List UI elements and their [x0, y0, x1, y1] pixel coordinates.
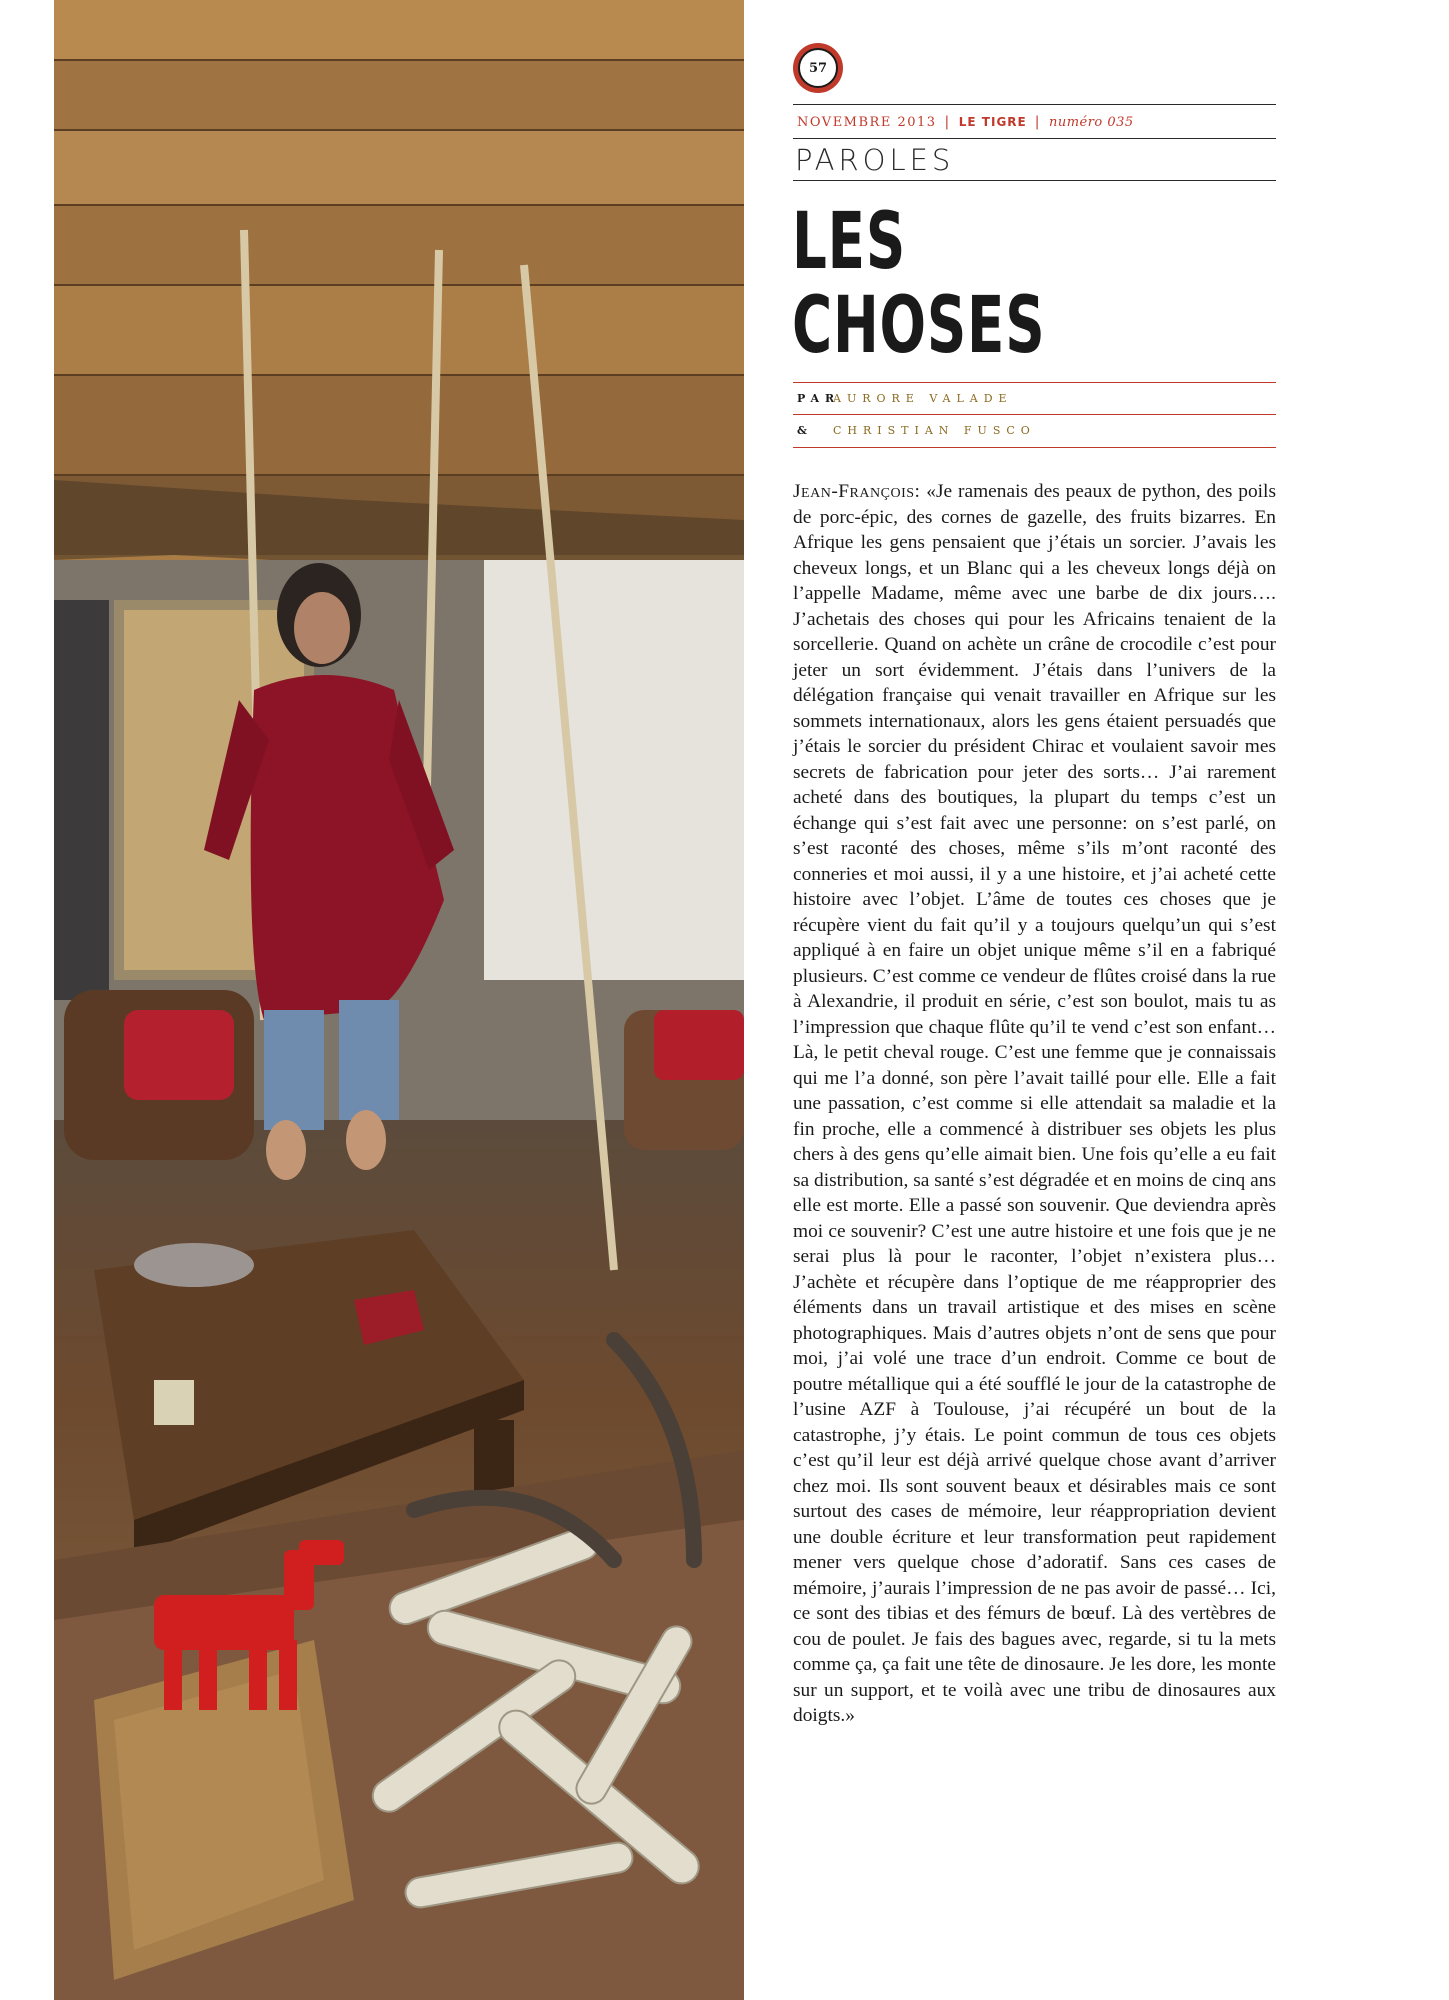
byline-rule-bottom	[793, 447, 1276, 448]
byline-prefix: &	[797, 423, 813, 437]
separator: |	[944, 114, 951, 130]
byline-prefix: PAR	[797, 391, 841, 405]
issue-line	[797, 111, 1277, 133]
page-number: 57	[798, 48, 838, 88]
separator: |	[1034, 114, 1041, 130]
article-body	[793, 479, 1276, 1729]
author-name: AURORE VALADE	[833, 391, 1013, 405]
wooden-ceiling	[54, 0, 744, 620]
article-photo	[54, 0, 744, 2000]
header-rule-bottom	[793, 138, 1276, 139]
article-text: «Je ramenais des peaux de python, des poils de porc-épic, des cornes de gazelle, des fruits bizarres. En Afrique les gens pensaient que j’étais un sorcier. J’avais les cheveux longs, et un Blanc qui a les cheveux longs déjà on l’appelle Madame, même avec une barbe de dix jours…. J’achetais des choses qui pour les Africains tenaient de la sorcellerie. Quand on achète un crâne de crocodile c’est pour jeter un sort évidemment. J’étais dans l’univers de la délégation française qui venait travailler en Afrique sur les sommets internationaux, alors les gens étaient persuadés que j’étais le sorcier du président Chirac et voulaient savoir mes secrets de fabrication pour jeter des sorts… J’ai rarement acheté dans des boutiques, la plupart du temps c’est un échange qui s’est fait avec une personne: on s’est parlé, on s’est raconté des choses, même s’ils m’ont raconté des conneries et moi aussi, il y a une histoire, et j’ai acheté cette histoire avec l’objet. L’âme de toutes ces choses que je récupère vient du fait qu’il y a toujours quelqu’un qui s’est appliqué à en faire un objet unique même s’il en a fabriqué plusieurs. C’est comme ce vendeur de flûtes croisé dans la rue à Alexandrie, il produit en série, c’est son boulot, mais tu as l’impression que chaque flûte qu’il te vend c’est son enfant… Là, le petit cheval rouge. C’est une femme que je connaissais qui me l’a donné, son père l’avait taillé pour elle. Elle a fait une passation, c’est comme si elle attendait sa maladie et la fin proche, elle a commencé à distribuer ses objets les plus chers à des gens qu’elle aimait bien. Une fois qu’elle a eu fait sa distribution, sa santé s’est dégradée et en moins de cinq ans elle est morte. Elle a passé son souvenir. Que deviendra après moi ce souvenir? C’est une autre histoire et une fois que je ne serai plus là pour le raconter, l’objet n’existera plus… J’achète et récupère dans l’optique de me réapproprier des éléments dans un travail artistique et des mises en scène photographiques. Mais d’autres objets n’ont de sens que pour moi, j’ai volé une trace d’un endroit. Comme ce bout de poutre métallique qui a été soufflé le jour de la catastrophe de l’usine AZF à Toulouse, j’ai récupéré un bout de la catastrophe, j’y étais. Le point commun de tous ces objets c’est qu’il leur est déjà arrivé quelque chose avant d’arriver chez moi. Ils sont souvent beaux et désirables mais ce sont surtout des cases de mémoire, leur réappropriation devient une double écriture et leur transformation peut rapidement mener vers quelque chose d’adoratif. Sans ces cases de mémoire, j’aurais l’impression de ne pas avoir de passé… Ici, ce sont des tibias et des fémurs de bœuf. Là des vertèbres de cou de poulet. Je fais des bagues avec, regarde, si tu la mets comme ça, ça fait une tête de dinosaure. Je les dore, les monte sur un support, et te voilà avec une tribu de dinosaures aux doigts.»	[793, 481, 1276, 1726]
speaker-name: Jean-François:	[793, 481, 921, 502]
magazine-name: LE TIGRE	[958, 115, 1027, 129]
author-name: CHRISTIAN FUSCO	[833, 423, 1036, 437]
article-title	[792, 197, 1166, 371]
photo-illustration	[54, 0, 744, 2000]
issue-number: numéro 035	[1048, 114, 1134, 130]
page-number-badge	[793, 43, 843, 93]
byline-author-1	[797, 387, 1277, 409]
section-rule	[793, 180, 1276, 181]
byline-rule-middle	[793, 414, 1276, 415]
byline-author-2	[797, 419, 1277, 441]
title-line-2: CHOSES	[792, 281, 1046, 371]
section-label: PAROLES	[795, 143, 955, 177]
header-rule-top	[793, 104, 1276, 105]
title-line-1: LES	[792, 197, 907, 287]
issue-date: NOVEMBRE 2013	[797, 114, 937, 130]
byline-rule-top	[793, 382, 1276, 383]
